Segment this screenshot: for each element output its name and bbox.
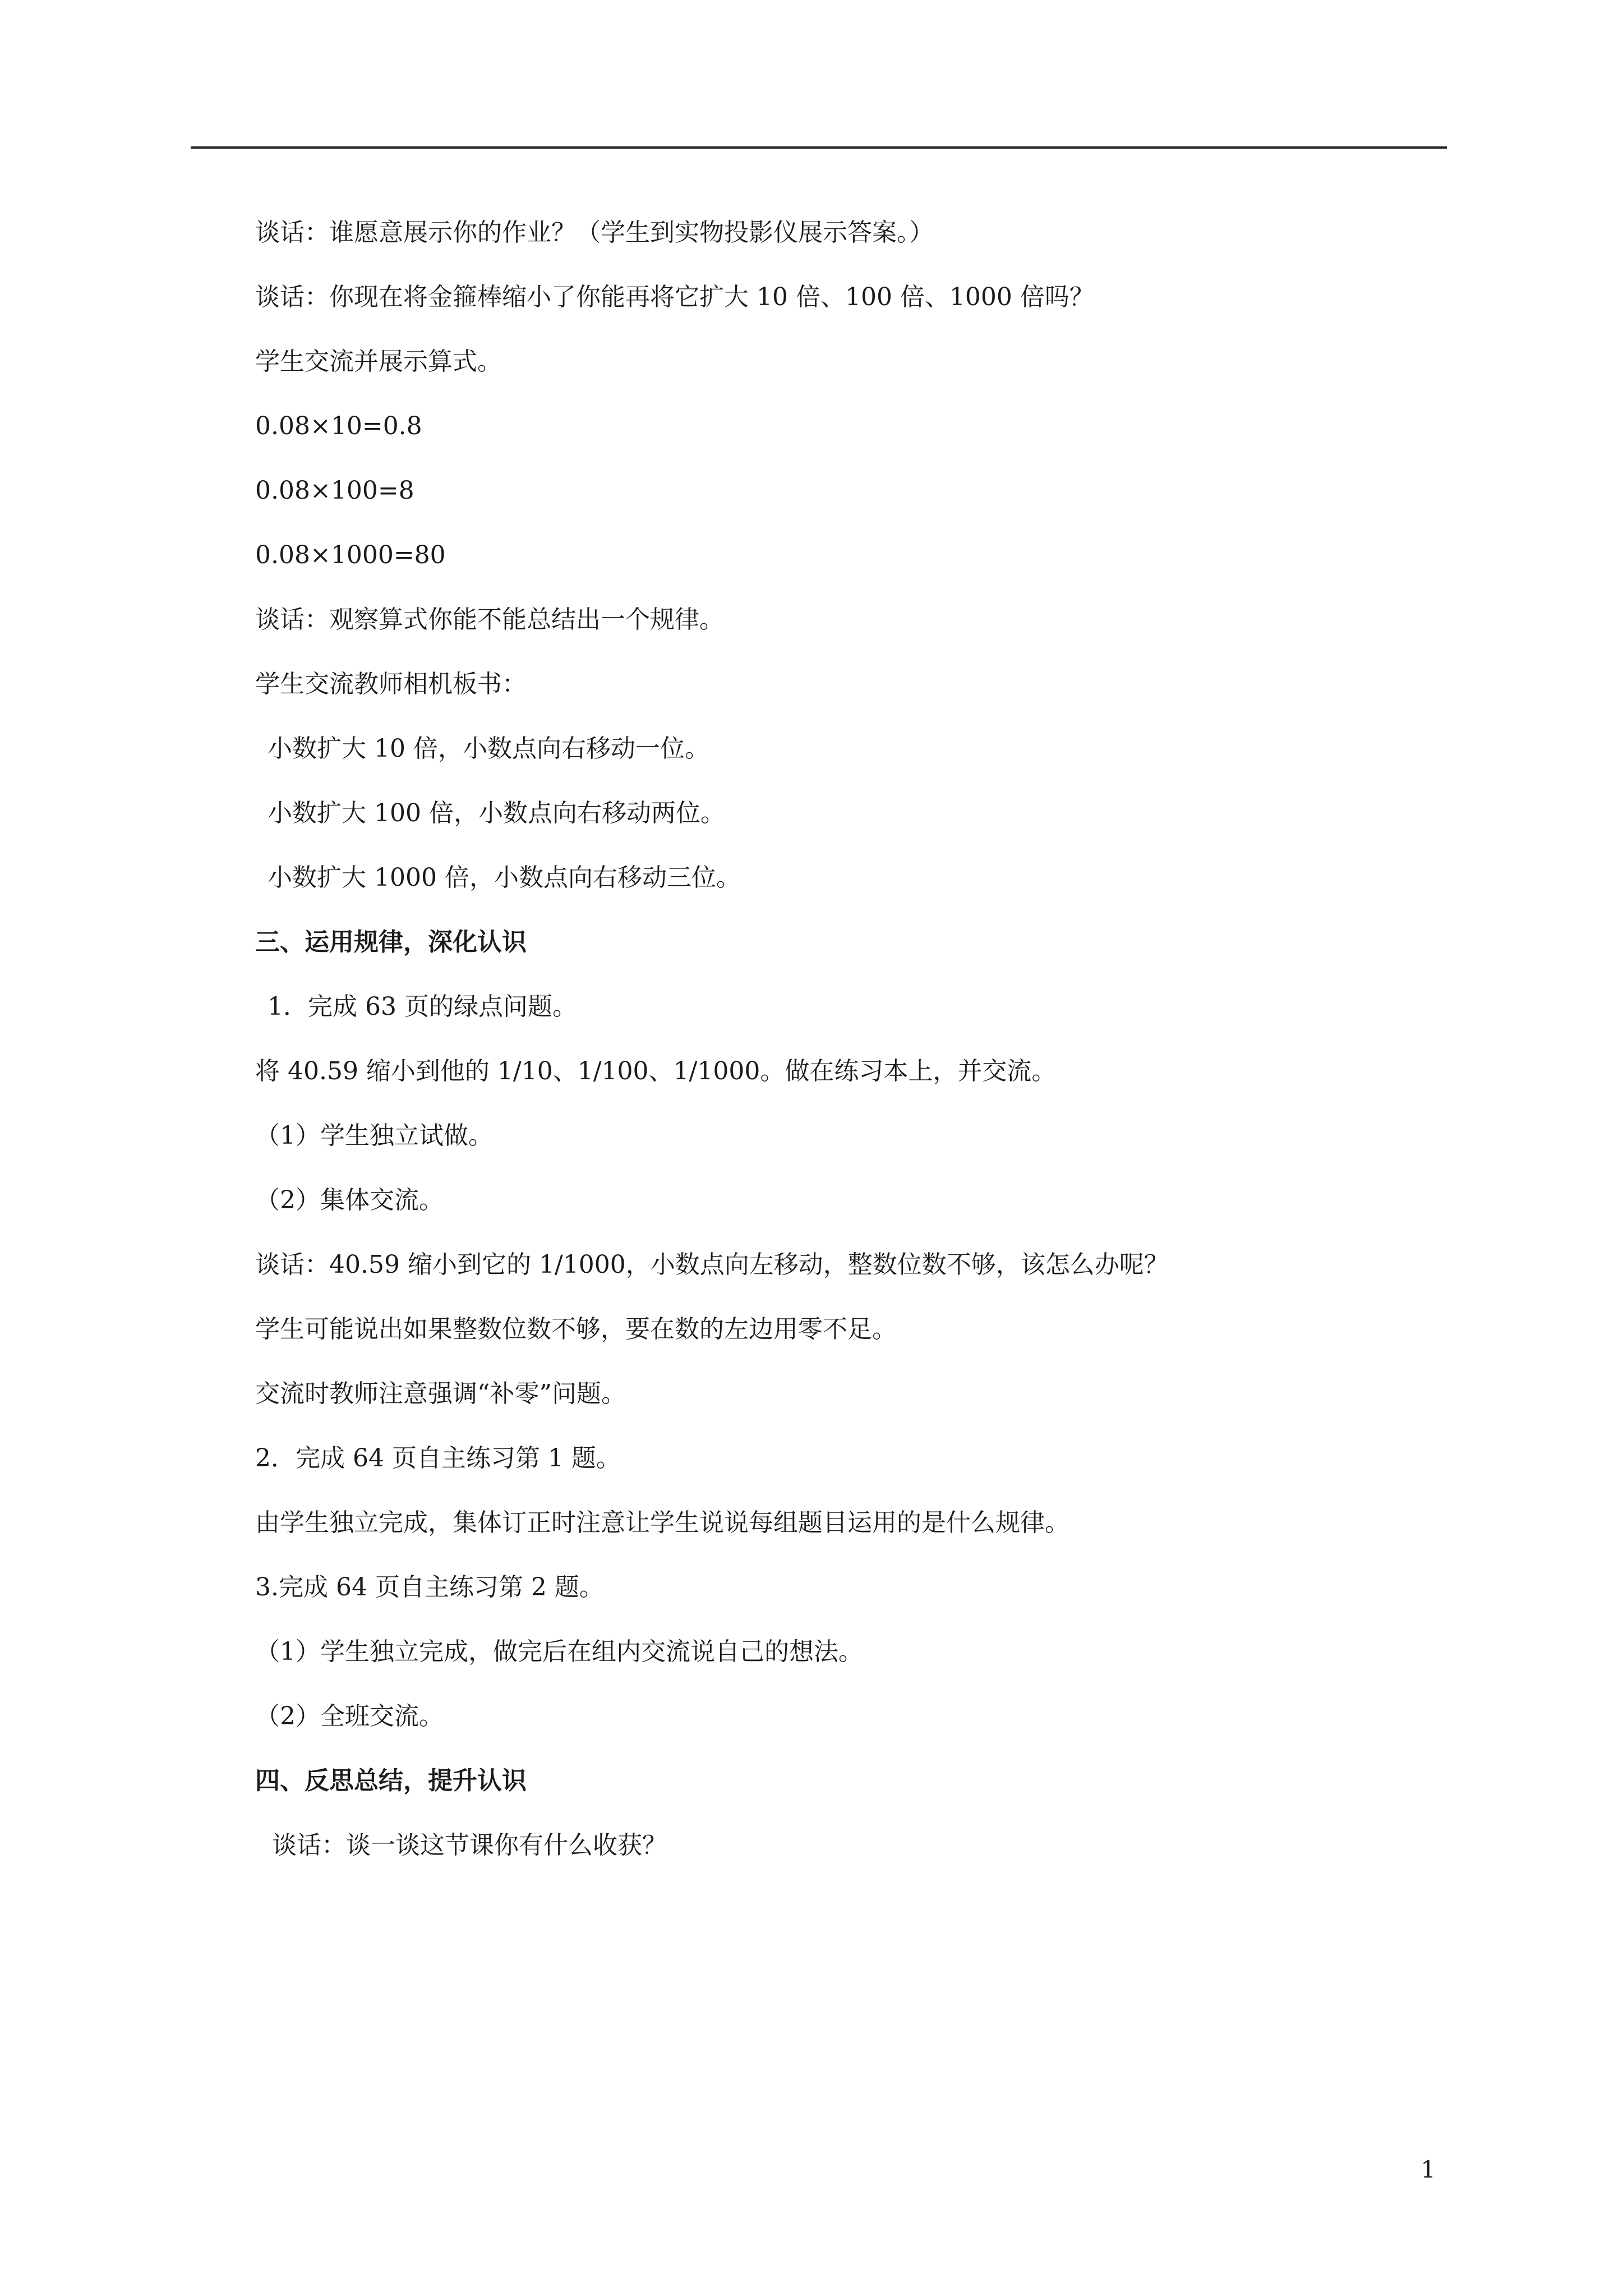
paragraph-line: 谈话：40.59 缩小到它的 1/1000，小数点向左移动，整数位数不够，该怎么办呢？ bbox=[255, 1250, 1169, 1279]
paragraph-line: 谈话：谈一谈这节课你有什么收获？ bbox=[272, 1831, 667, 1860]
paragraph-line: 由学生独立完成，集体订正时注意让学生说说每组题目运用的是什么规律。 bbox=[255, 1508, 1069, 1537]
section-heading: 四、反思总结，提升认识 bbox=[255, 1766, 527, 1795]
paragraph-line: 1．完成 63 页的绿点问题。 bbox=[268, 992, 577, 1021]
paragraph-line: 学生交流教师相机板书： bbox=[255, 670, 527, 698]
paragraph-line: （2）全班交流。 bbox=[255, 1702, 444, 1731]
blackboard-rule-line: 小数扩大 1000 倍，小数点向右移动三位。 bbox=[268, 863, 741, 892]
equation-line: 0.08×100=8 bbox=[255, 476, 414, 505]
paragraph-line: 谈话：谁愿意展示你的作业？（学生到实物投影仪展示答案。） bbox=[255, 218, 934, 247]
paragraph-line: 交流时教师注意强调“补零”问题。 bbox=[255, 1379, 626, 1408]
paragraph-line: 2．完成 64 页自主练习第 1 题。 bbox=[255, 1444, 621, 1473]
equation-line: 0.08×1000=80 bbox=[255, 541, 446, 569]
header-rule bbox=[191, 146, 1447, 149]
paragraph-line: （2）集体交流。 bbox=[255, 1186, 444, 1214]
equation-line: 0.08×10=0.8 bbox=[255, 412, 422, 440]
paragraph-line: 学生交流并展示算式。 bbox=[255, 347, 502, 376]
blackboard-rule-line: 小数扩大 10 倍，小数点向右移动一位。 bbox=[268, 734, 709, 763]
paragraph-line: 谈话：观察算式你能不能总结出一个规律。 bbox=[255, 605, 724, 634]
paragraph-line: 将 40.59 缩小到他的 1/10、1/100、1/1000。做在练习本上，并交流。 bbox=[255, 1057, 1057, 1085]
blackboard-rule-line: 小数扩大 100 倍，小数点向右移动两位。 bbox=[268, 799, 725, 827]
paragraph-line: （1）学生独立完成，做完后在组内交流说自己的想法。 bbox=[255, 1637, 863, 1666]
document-body bbox=[255, 208, 1405, 1885]
paragraph-line: （1）学生独立试做。 bbox=[255, 1121, 493, 1150]
page-number: 1 bbox=[1421, 2156, 1436, 2183]
paragraph-line: 3.完成 64 页自主练习第 2 题。 bbox=[255, 1573, 604, 1602]
paragraph-line: 学生可能说出如果整数位数不够，要在数的左边用零不足。 bbox=[255, 1315, 897, 1343]
paragraph-line: 谈话：你现在将金箍棒缩小了你能再将它扩大 10 倍、100 倍、1000 倍吗？ bbox=[255, 283, 1094, 311]
section-heading: 三、运用规律，深化认识 bbox=[255, 928, 527, 956]
